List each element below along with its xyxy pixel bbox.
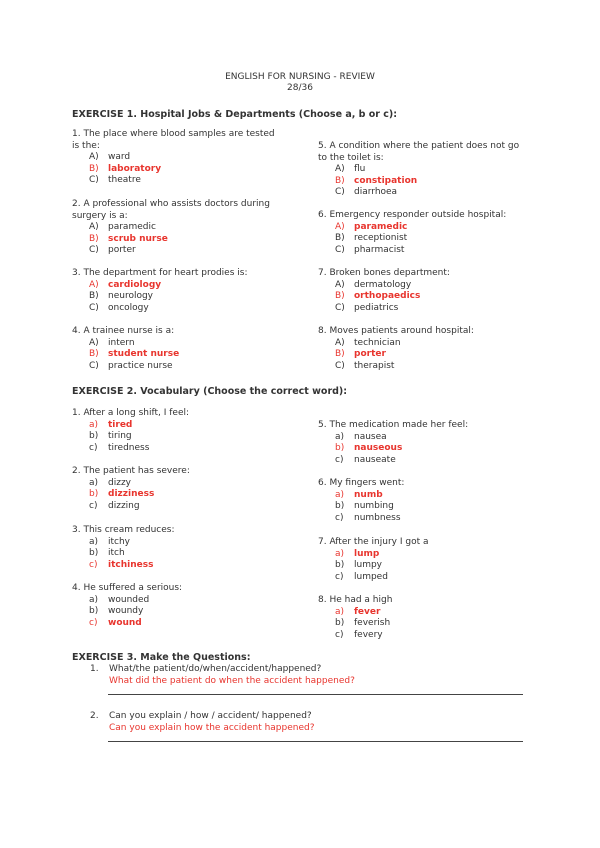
answer-line [108,694,523,695]
option[interactable]: C) pediatrics [335,302,399,313]
option[interactable]: b) feverish [335,618,391,628]
exercise1-heading: EXERCISE 1. Hospital Jobs & Departments (Choose a, b or c): [72,109,398,120]
option-correct[interactable]: a) tired [89,419,133,430]
option[interactable]: A) dermatology [335,279,412,290]
ex3-question-1 [90,664,355,687]
exercise3-heading: EXERCISE 3. Make the Questions: [72,652,251,663]
answer-line [108,741,523,742]
option[interactable]: A) ward [89,152,131,162]
question-prompt: What/the patient/do/when/accident/happened? [109,664,322,674]
question-stem: 7. After the injury I got a [318,537,429,547]
question-stem: surgery is a: [72,210,128,221]
question-stem: 7. Broken bones department: [318,268,450,278]
ex2-question-6 [318,478,404,524]
option-correct[interactable]: A) paramedic [335,221,408,232]
ex2-question-4 [72,583,182,629]
ex3-question-2 [90,711,315,734]
option[interactable]: c) tiredness [89,442,150,453]
answer-text[interactable]: Can you explain how the accident happened? [109,722,315,733]
question-stem: to the toilet is: [318,152,384,163]
option[interactable]: A) intern [89,337,135,348]
page-title: ENGLISH FOR NURSING - REVIEW [225,72,375,82]
ex1-question-3 [72,268,247,314]
question-stem: 4. He suffered a serious: [72,583,183,593]
option-correct[interactable]: a) lump [335,548,380,559]
question-stem: 1. The place where blood samples are tested [72,129,275,139]
option-correct[interactable]: b) nauseous [335,443,403,453]
option[interactable]: b) lumpy [335,560,383,570]
option-correct[interactable]: a) numb [335,489,383,500]
option-correct[interactable]: B) scrub nurse [89,233,168,244]
question-number: 2. [90,711,99,721]
question-stem: 8. Moves patients around hospital: [318,326,474,336]
option[interactable]: c) lumped [335,571,388,582]
option-correct[interactable]: B) constipation [335,175,418,186]
ex2-question-1 [72,408,189,454]
score: 28/36 [287,83,313,93]
question-number: 1. [90,664,99,674]
option-correct[interactable]: B) porter [335,349,386,359]
ex1-question-7 [318,268,450,314]
ex1-question-5 [318,141,519,199]
question-stem: 5. A condition where the patient does not go [318,141,520,151]
option[interactable]: c) numbness [335,512,401,523]
option[interactable]: C) diarrhoea [335,187,398,197]
option[interactable]: C) theatre [89,175,141,185]
ex2-question-5 [318,420,468,466]
option-correct[interactable]: c) itchiness [89,559,154,570]
question-prompt: Can you explain / how / accident/ happened? [109,711,312,721]
ex1-question-4 [72,326,179,372]
ex2-question-7 [318,537,429,583]
option[interactable]: C) porter [89,245,136,255]
option-correct[interactable]: b) dizziness [89,489,155,499]
option[interactable]: C) pharmacist [335,244,405,255]
option-correct[interactable]: B) laboratory [89,163,162,174]
option[interactable]: a) itchy [89,536,131,547]
ex1-question-6 [318,210,506,256]
option[interactable]: B) neurology [89,291,153,301]
ex1-question-1 [72,129,275,187]
question-stem: 5. The medication made her feel: [318,420,469,430]
question-stem: 6. My fingers went: [318,478,405,488]
ex2-question-2 [72,466,190,512]
ex1-question-8 [318,326,474,372]
option[interactable]: c) dizzing [89,500,140,511]
option[interactable]: a) nausea [335,431,387,442]
option[interactable]: A) flu [335,164,366,174]
question-stem: 6. Emergency responder outside hospital: [318,210,507,220]
option[interactable]: a) dizzy [89,477,131,488]
question-stem: 3. The department for heart prodies is: [72,268,248,278]
ex1-question-2 [72,199,270,257]
option-correct[interactable]: a) fever [335,606,381,617]
option-correct[interactable]: B) student nurse [89,349,180,359]
option[interactable]: B) receptionist [335,233,408,243]
option[interactable]: A) technician [335,337,401,348]
question-stem: 1. After a long shift, I feel: [72,408,190,418]
question-stem: 3. This cream reduces: [72,525,175,535]
option[interactable]: C) practice nurse [89,360,173,371]
answer-text[interactable]: What did the patient do when the accident happened? [109,675,355,686]
option[interactable]: b) tiring [89,431,132,441]
option[interactable]: c) nauseate [335,454,396,465]
question-stem: 2. A professional who assists doctors during [72,199,270,209]
ex2-question-8 [318,595,392,641]
option[interactable]: a) wounded [89,594,150,605]
option[interactable]: b) itch [89,548,125,558]
option[interactable]: A) paramedic [89,222,156,232]
ex2-question-3 [72,525,175,571]
question-stem: is the: [72,140,100,151]
question-stem: 4. A trainee nurse is a: [72,326,175,336]
exercise2-heading: EXERCISE 2. Vocabulary (Choose the correct word): [72,386,348,397]
option[interactable]: c) fevery [335,629,383,640]
option[interactable]: C) therapist [335,360,395,371]
option[interactable]: C) oncology [89,302,149,313]
option-correct[interactable]: c) wound [89,617,142,628]
question-stem: 2. The patient has severe: [72,466,190,476]
option-correct[interactable]: B) orthopaedics [335,291,421,301]
option[interactable]: b) numbing [335,501,394,511]
question-stem: 8. He had a high [318,595,393,605]
option-correct[interactable]: A) cardiology [89,279,162,290]
option[interactable]: b) woundy [89,606,144,616]
